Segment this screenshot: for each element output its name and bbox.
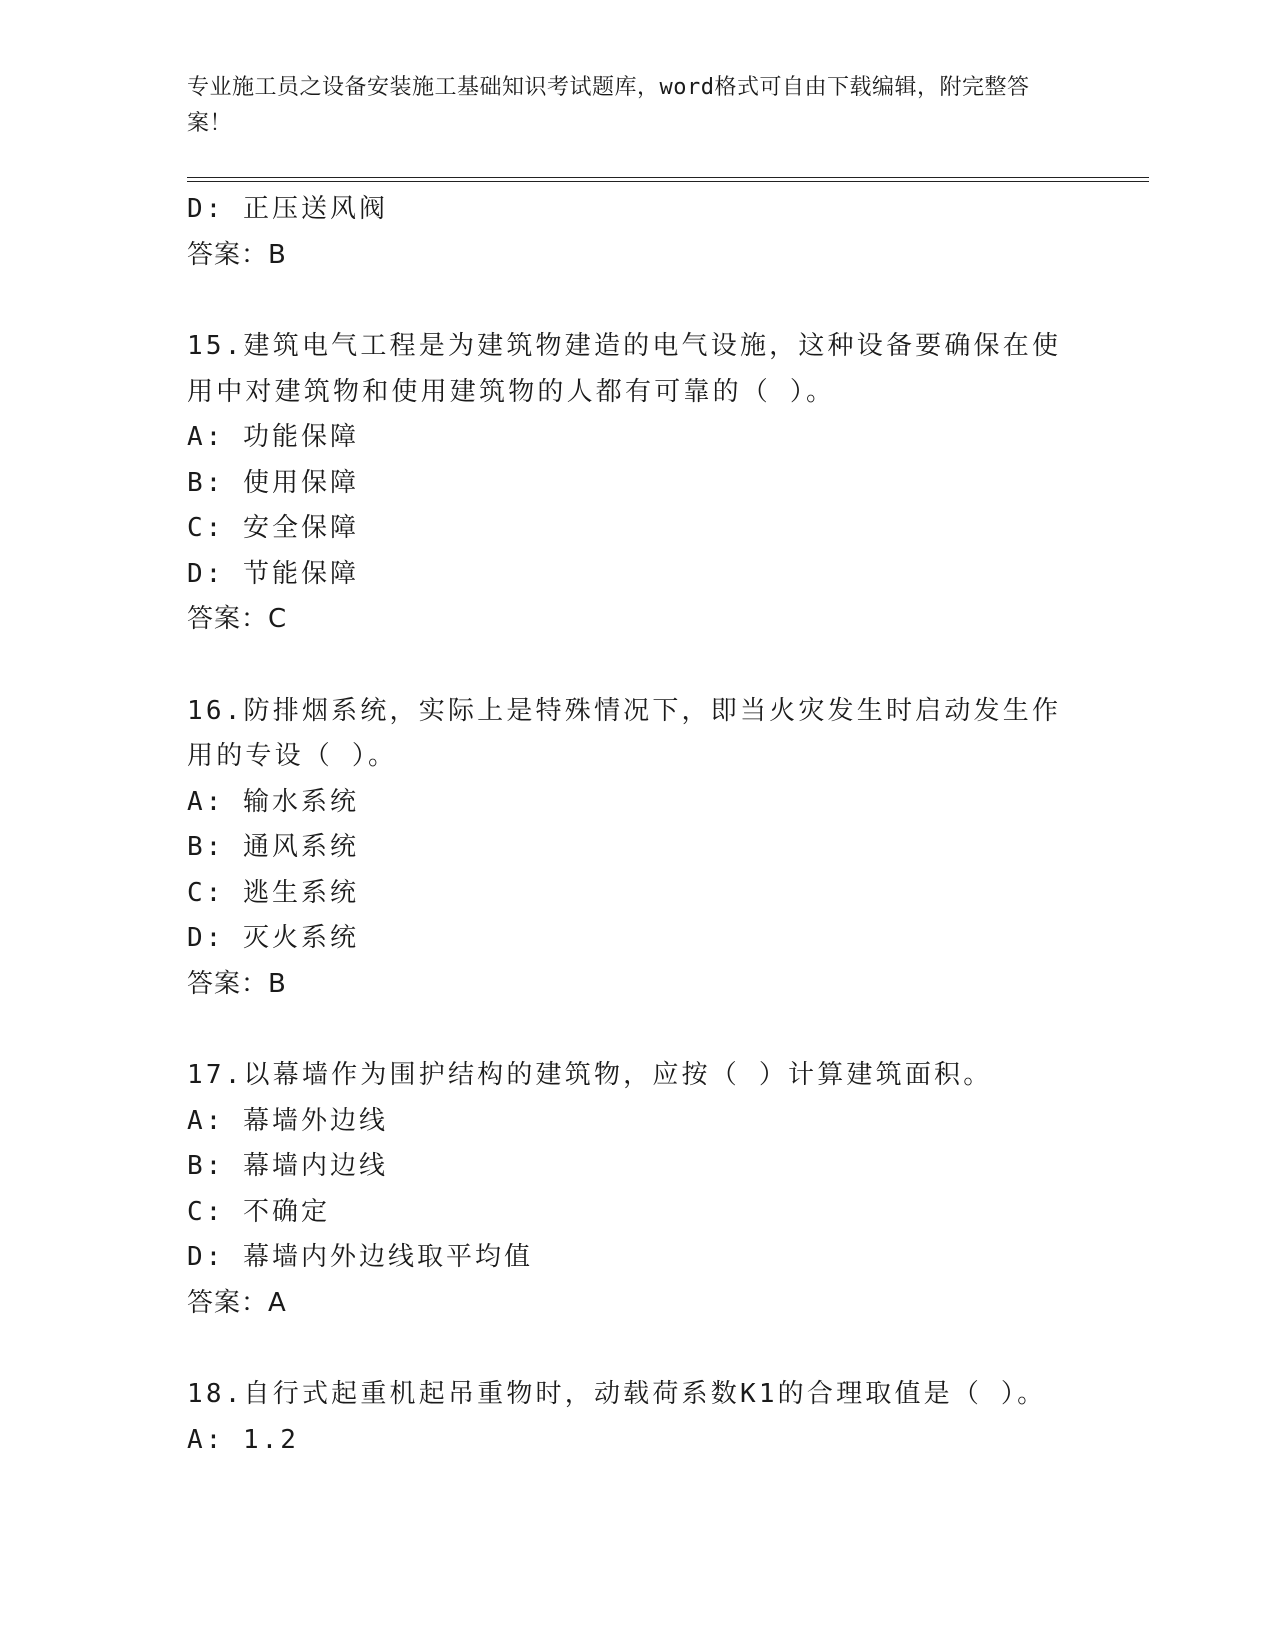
option-a: A: 幕墙外边线: [187, 1105, 388, 1136]
option-a: A: 功能保障: [187, 422, 359, 452]
option-b: B: 通风系统: [187, 832, 359, 862]
option-a: A: 1.2: [187, 1424, 299, 1455]
question-content: [187, 187, 1147, 1463]
question-15: [187, 324, 1147, 643]
question-18: [187, 1372, 1147, 1463]
prev-answer: 答案：B: [187, 239, 287, 270]
option-b: B: 使用保障: [187, 467, 359, 498]
question-stem: 15.建筑电气工程是为建筑物建造的电气设施，这种设备要确保在使用中对建筑物和使用建筑物的人都有可靠的（ ）。: [187, 331, 1062, 407]
question-stem: 16.防排烟系统，实际上是特殊情况下，即当火灾发生时启动发生作用的专设（ ）。: [187, 695, 1062, 771]
document-header: 专业施工员之设备安装施工基础知识考试题库，word格式可自由下载编辑，附完整答案！: [187, 75, 1030, 136]
option-c: C: 不确定: [187, 1196, 330, 1227]
option-a: A: 输水系统: [187, 786, 359, 817]
option-b: B: 幕墙内边线: [187, 1151, 388, 1181]
question-16: [187, 689, 1147, 1008]
option-d: D: 灭火系统: [187, 923, 359, 953]
question-17: [187, 1053, 1147, 1326]
option-c: C: 安全保障: [187, 513, 359, 543]
answer: 答案：B: [187, 968, 287, 999]
answer: 答案：A: [187, 1287, 287, 1318]
option-d: D: 节能保障: [187, 558, 359, 589]
question-stem: 17.以幕墙作为围护结构的建筑物，应按（ ）计算建筑面积。: [187, 1060, 993, 1090]
header-divider-top: [187, 177, 1149, 178]
option-c: C: 逃生系统: [187, 877, 359, 908]
option-d: D: 幕墙内外边线取平均值: [187, 1242, 533, 1272]
question-stem: 18.自行式起重机起吊重物时，动载荷系数K1的合理取值是（ ）。: [187, 1379, 1047, 1409]
answer: 答案：C: [187, 604, 288, 634]
prev-option-d: D: 正压送风阀: [187, 194, 388, 224]
header-divider-bottom: [187, 181, 1149, 182]
